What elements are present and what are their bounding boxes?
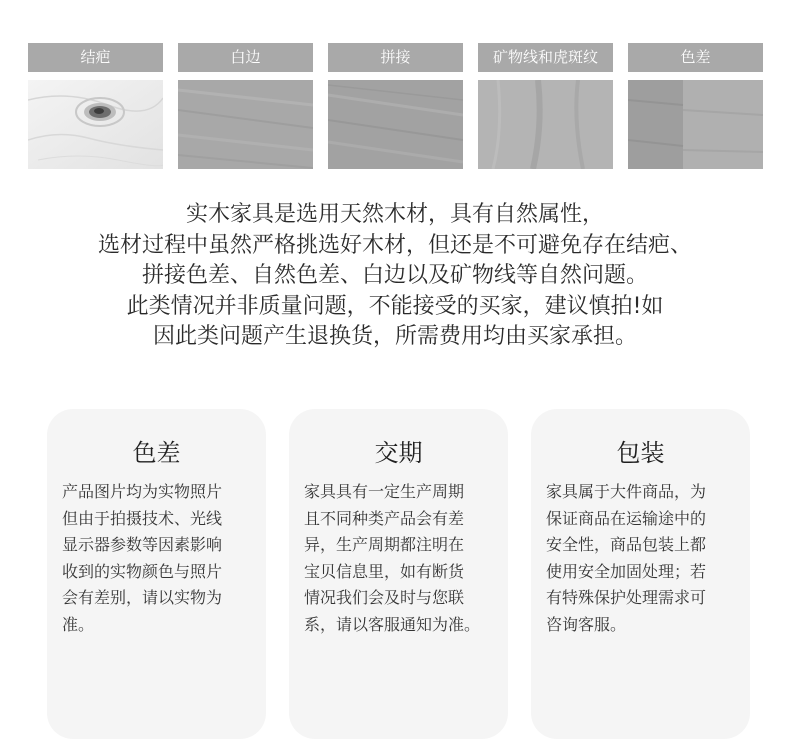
card-line: 家具属于大件商品，为 bbox=[546, 482, 707, 501]
card-delivery-time bbox=[289, 409, 508, 739]
card-line: 且不同种类产品会有差 bbox=[304, 508, 465, 528]
card-title: 交期 bbox=[374, 439, 423, 467]
notice-line: 因此类问题产生退换货，所需费用均由买家承担。 bbox=[152, 324, 637, 349]
card-color-difference bbox=[47, 409, 266, 739]
white-edge-wood-photo bbox=[178, 80, 313, 169]
card-line: 但由于拍摄技术、光线 bbox=[62, 508, 223, 528]
card-line: 宝贝信息里，如有断货 bbox=[304, 561, 465, 581]
card-title: 色差 bbox=[132, 439, 181, 467]
defect-white-edge bbox=[178, 43, 313, 169]
card-line: 产品图片均为实物照片 bbox=[62, 482, 223, 501]
card-line: 保证商品在运输途中的 bbox=[546, 508, 707, 528]
spliced-wood-photo bbox=[328, 80, 463, 169]
card-line: 咨询客服。 bbox=[546, 614, 627, 634]
card-line: 收到的实物颜色与照片 bbox=[62, 561, 223, 581]
card-line: 使用安全加固处理；若 bbox=[546, 561, 707, 581]
wood-knot-photo bbox=[28, 80, 163, 169]
notice-line: 实木家具是选用天然木材，具有自然属性， bbox=[185, 202, 604, 227]
card-body bbox=[546, 479, 741, 639]
card-line: 安全性，商品包装上都 bbox=[546, 535, 707, 555]
card-line: 异，生产周期都注明在 bbox=[304, 535, 465, 555]
defect-color-difference bbox=[628, 43, 763, 169]
mineral-line-wood-photo bbox=[478, 80, 613, 169]
card-line: 会有差别，请以实物为 bbox=[62, 588, 223, 608]
card-body bbox=[62, 479, 257, 639]
card-line: 家具具有一定生产周期 bbox=[304, 482, 465, 501]
card-packaging bbox=[531, 409, 750, 739]
defect-splice bbox=[328, 43, 463, 169]
card-body bbox=[304, 479, 499, 639]
defect-label: 拼接 bbox=[328, 43, 463, 72]
card-line: 情况我们会及时与您联 bbox=[304, 588, 465, 608]
notice-line: 此类情况并非质量问题，不能接受的买家，建议慎拍!如 bbox=[126, 293, 664, 319]
defect-samples bbox=[28, 43, 763, 169]
natural-wood-notice bbox=[0, 200, 790, 353]
card-line: 准。 bbox=[62, 614, 95, 634]
defect-label: 结疤 bbox=[28, 43, 163, 72]
notice-line: 拼接色差、自然色差、白边以及矿物线等自然问题。 bbox=[141, 263, 648, 288]
defect-knot bbox=[28, 43, 163, 169]
card-line: 系，请以客服通知为准。 bbox=[304, 614, 481, 634]
notice-line: 选材过程中虽然严格挑选好木材，但还是不可避免存在结疤、 bbox=[97, 232, 692, 258]
defect-label: 色差 bbox=[628, 43, 763, 72]
card-line: 显示器参数等因素影响 bbox=[62, 535, 223, 555]
card-title: 包装 bbox=[616, 439, 665, 467]
color-difference-wood-photo bbox=[628, 80, 763, 169]
defect-label: 矿物线和虎斑纹 bbox=[478, 43, 613, 72]
card-line: 有特殊保护处理需求可 bbox=[546, 588, 707, 608]
defect-label: 白边 bbox=[178, 43, 313, 72]
defect-mineral-line bbox=[478, 43, 613, 169]
